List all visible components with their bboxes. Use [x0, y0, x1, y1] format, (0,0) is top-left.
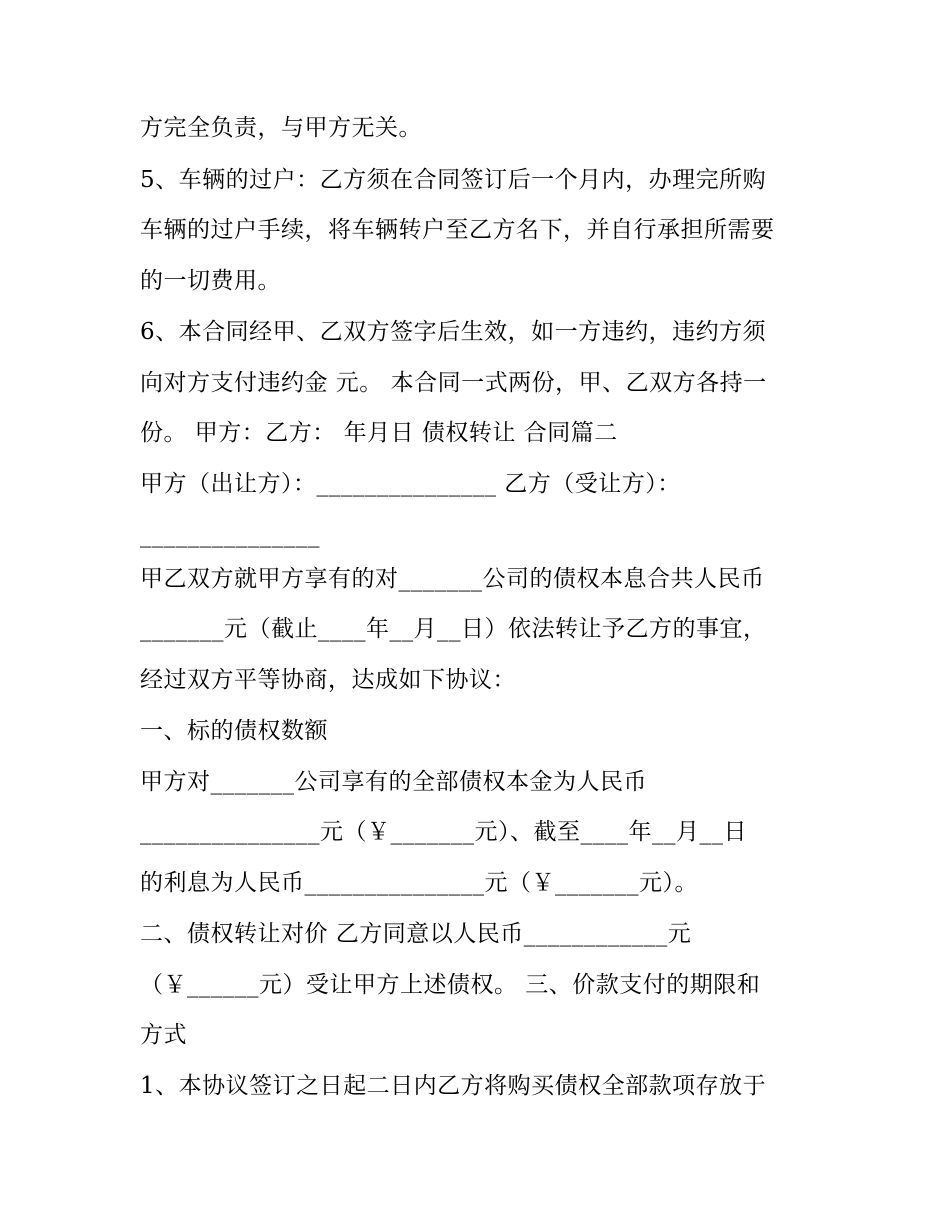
text-line: 1、本协议签订之日起二日内乙方将购买债权全部款项存放于: [140, 1073, 767, 1099]
text-line: 5、车辆的过户：乙方须在合同签订后一个月内，办理完所购: [140, 167, 767, 193]
text-line: 份。 甲方：乙方： 年月日 债权转让 合同篇二: [140, 420, 618, 446]
text-line: _______________元（￥_______元）、截至____年__月__日: [140, 819, 747, 845]
text-line: 方完全负责，与甲方无关。: [140, 115, 422, 141]
text-line: 甲乙双方就甲方享有的对_______公司的债权本息合共人民币: [140, 566, 765, 592]
text-line: 向对方支付违约金 元。 本合同一式两份，甲、乙双方各持一: [140, 370, 767, 396]
text-line: _______________: [140, 522, 320, 548]
text-line: 方式: [140, 1022, 187, 1048]
text-line: 经过双方平等协商，达成如下协议：: [140, 667, 516, 693]
text-line: 甲方（出让方）：_______________ 乙方（受让方）：: [140, 471, 681, 497]
text-line: 的利息为人民币_______________元（￥_______元）。: [140, 870, 698, 896]
text-line: 6、本合同经甲、乙双方签字后生效，如一方违约，违约方须: [140, 319, 767, 345]
section-heading: 一、标的债权数额: [140, 718, 328, 744]
text-line: 车辆的过户手续，将车辆转户至乙方名下，并自行承担所需要: [140, 217, 775, 243]
section-heading: 二、债权转让对价 乙方同意以人民币____________元: [140, 921, 692, 947]
text-line: 甲方对_______公司享有的全部债权本金为人民币: [140, 769, 647, 795]
text-line: _______元（截止____年__月__日）依法转让予乙方的事宜，: [140, 616, 767, 642]
text-line: 的一切费用。: [140, 268, 281, 294]
text-line: （￥______元）受让甲方上述债权。 三、价款支付的期限和: [140, 972, 761, 998]
